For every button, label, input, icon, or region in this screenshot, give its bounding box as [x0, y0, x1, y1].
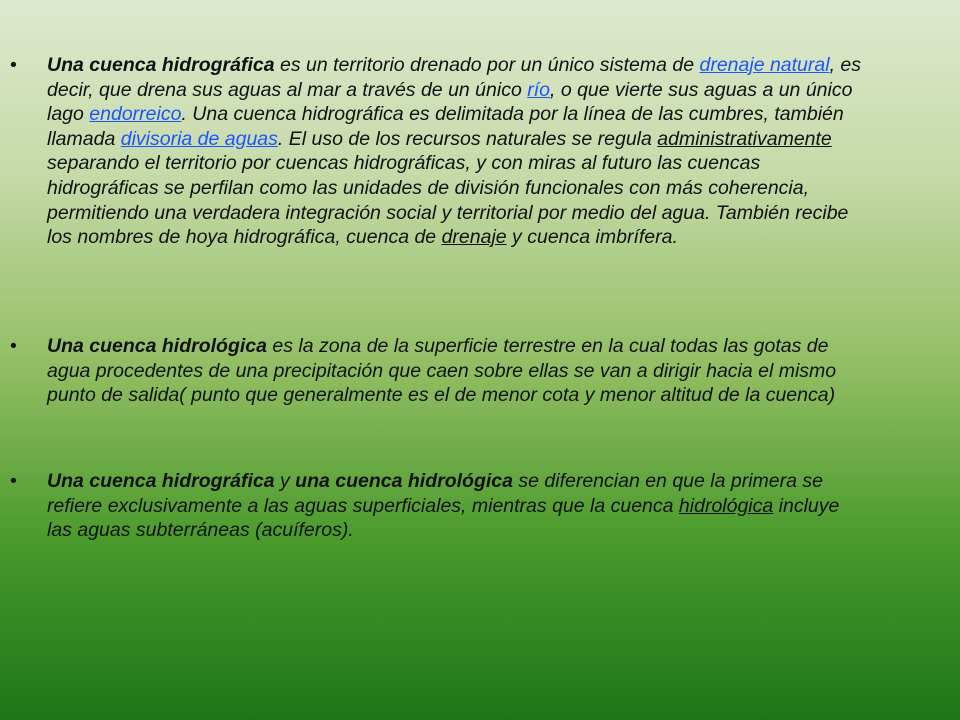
text: separando el territorio por cuencas hidrográficas, y con miras al futuro las cuencas hidrográficas se perfilan como las unidades de división funcionales con más coherencia, permitiendo una verdadera integración social y territorial por medio del agua. También recibe los nombres de hoya hidrográfica, cuenca de [47, 152, 849, 249]
text: y cuenca imbrífera. [506, 226, 678, 249]
term-cuenca-hidrografica: Una cuenca hidrográfica [47, 470, 275, 492]
text: , o que vierte sus aguas a un único lago [47, 78, 853, 126]
bullet-dot: • [10, 470, 17, 492]
link-rio[interactable]: río [527, 78, 550, 101]
link-endorreico[interactable]: endorreico [89, 103, 182, 126]
underlined-drenaje: drenaje [441, 226, 507, 249]
text: . El uso de los recursos naturales se regula [277, 127, 658, 150]
text: . Una cuenca hidrográfica es delimitada por la línea de las cumbres, también llamada [47, 103, 844, 150]
bullet-diferencia [10, 469, 867, 543]
bullet-cuenca-hidrologica [10, 334, 867, 408]
text: , es decir, que drena sus aguas al mar a través de un único [47, 54, 862, 101]
text: es la zona de la superficie terrestre en la cual todas las gotas de agua procedentes de una precipitación que caen sobre ellas se van a dirigir hacia el mismo punto de salida( punto que generalmente es el de menor cota y menor altitud de la cuenca) [47, 335, 837, 407]
text: incluye las aguas subterráneas (acuíferos). [47, 494, 840, 542]
underlined-hidrologica: hidrológica [678, 494, 774, 517]
link-divisoria-de-aguas[interactable]: divisoria de aguas [120, 127, 278, 150]
bullet-cuenca-hidrografica [10, 53, 867, 250]
text: se diferencian en que la primera se refiere exclusivamente a las aguas superficiales, mientras que la cuenca [47, 470, 823, 517]
bullet-dot: • [10, 335, 17, 357]
text: y [274, 470, 296, 492]
term-cuenca-hidrologica: una cuenca hidrológica [295, 470, 513, 492]
link-drenaje-natural[interactable]: drenaje natural [699, 54, 830, 76]
bullet-dot: • [10, 54, 17, 76]
term-cuenca-hidrografica: Una cuenca hidrográfica [47, 54, 275, 76]
term-cuenca-hidrologica: Una cuenca hidrológica [47, 335, 267, 357]
underlined-administrativamente: administrativamente [657, 127, 832, 150]
text: es un territorio drenado por un único sistema de [274, 54, 700, 76]
